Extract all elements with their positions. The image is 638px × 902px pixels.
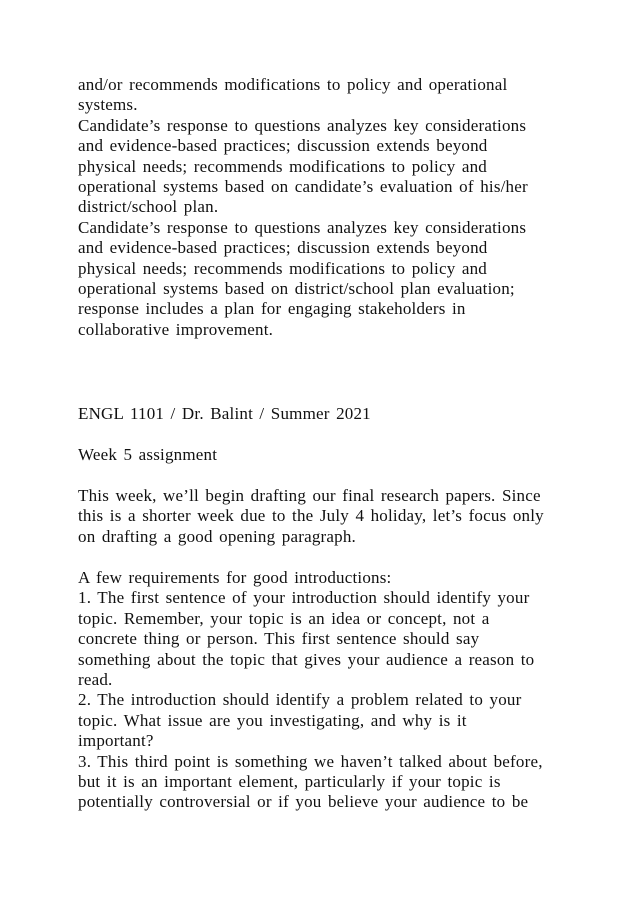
text-line: topic. Remember, your topic is an idea or concept, not a	[78, 608, 490, 628]
text-line: important?	[78, 731, 154, 751]
text-line: this is a shorter week due to the July 4 holiday, let’s focus only	[78, 506, 544, 526]
text-line: something about the topic that gives your audience a reason to	[78, 649, 535, 669]
text-line: operational systems based on district/school plan evaluation;	[78, 278, 515, 298]
text-line: and evidence-based practices; discussion extends beyond	[78, 238, 488, 258]
text-line: operational systems based on candidate’s evaluation of his/her	[78, 176, 528, 196]
text-line: response includes a plan for engaging stakeholders in	[78, 299, 466, 319]
text-line: potentially controversial or if you believe your audience to be	[78, 792, 529, 812]
text-line: and evidence-based practices; discussion extends beyond	[78, 136, 488, 156]
intro-paragraph	[78, 486, 618, 547]
text-line: Candidate’s response to questions analyzes key considerations	[78, 217, 527, 237]
course-header	[78, 404, 618, 424]
text-line: read.	[78, 669, 113, 689]
text-line: topic. What issue are you investigating, and why is it	[78, 710, 467, 730]
text-line: district/school plan.	[78, 197, 219, 217]
text-line: physical needs; recommends modifications to policy and	[78, 258, 487, 278]
text-line: systems.	[78, 95, 138, 115]
rubric-text-block	[78, 75, 618, 340]
course-header-text: ENGL 1101 / Dr. Balint / Summer 2021	[78, 404, 371, 423]
text-line: collaborative improvement.	[78, 319, 274, 339]
assignment-title	[78, 445, 618, 465]
text-line: Candidate’s response to questions analyzes key considerations	[78, 115, 527, 135]
assignment-title-text: Week 5 assignment	[78, 445, 218, 464]
text-line: but it is an important element, particularly if your topic is	[78, 771, 501, 791]
text-line: This week, we’ll begin drafting our final research papers. Since	[78, 486, 541, 505]
text-line: 1. The first sentence of your introduction should identify your	[78, 588, 530, 608]
text-line: A few requirements for good introductions:	[78, 568, 392, 587]
text-line: concrete thing or person. This first sentence should say	[78, 629, 480, 649]
text-line: on drafting a good opening paragraph.	[78, 526, 356, 546]
text-line: physical needs; recommends modifications to policy and	[78, 156, 487, 176]
text-line: 2. The introduction should identify a problem related to your	[78, 690, 522, 710]
text-line: and/or recommends modifications to policy and operational	[78, 75, 508, 94]
requirements-list	[78, 568, 618, 813]
text-line: 3. This third point is something we haven’t talked about before,	[78, 751, 543, 771]
